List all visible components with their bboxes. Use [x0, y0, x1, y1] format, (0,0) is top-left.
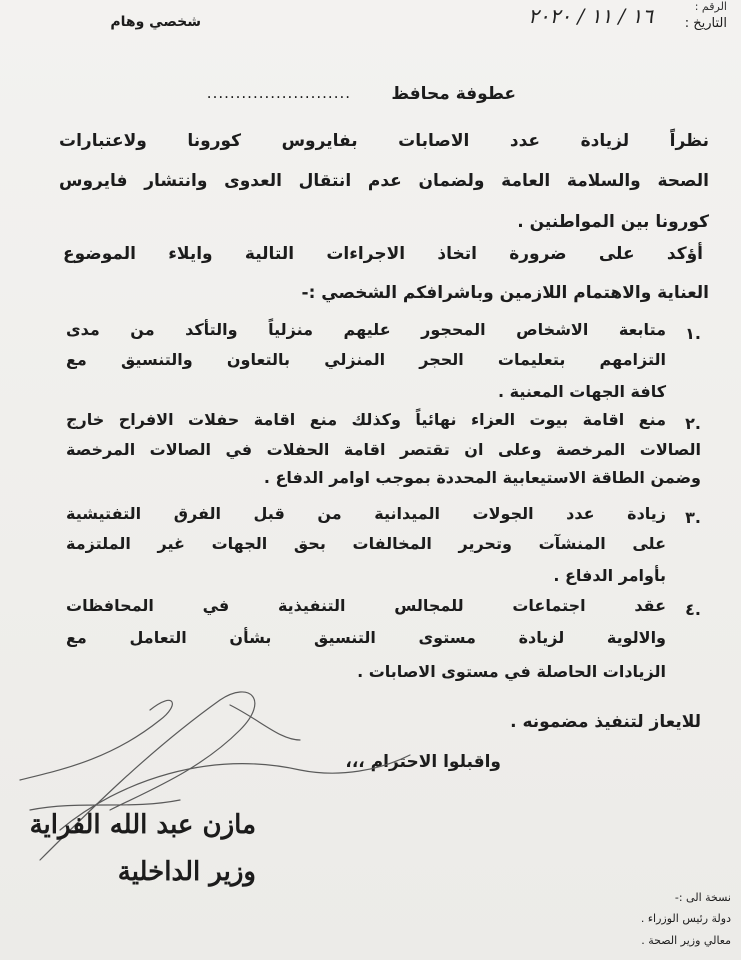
addressee-title: عطوفة محافظ [391, 84, 516, 104]
copy-recipient-1: دولة رئيس الوزراء . [640, 912, 731, 925]
paragraph-2-line-2: العناية والاهتمام اللازمين وباشرافكم الشخصي :- [301, 283, 709, 303]
date-label: التاريخ : [684, 16, 727, 31]
item-2-line-1: منع اقامة بيوت العزاء نهائياً وكذلك منع اقامة حفلات الافراح خارج [66, 410, 666, 429]
paragraph-1-line-2: الصحة والسلامة العامة ولضمان عدم انتقال العدوى وانتشار فايروس [59, 171, 709, 191]
paragraph-1-line-3: كورونا بين المواطنين . [517, 212, 709, 232]
item-4-line-2: والالوية لزيادة مستوى التنسيق بشأن التعامل مع [66, 628, 666, 647]
paragraph-1-line-1: نظراً لزيادة عدد الاصابات بفايروس كورونا ولاعتبارات [59, 131, 709, 151]
closing-regards: واقبلوا الاحترام ،،، [345, 752, 501, 772]
addressee-dots: ......................... [206, 84, 351, 102]
item-3-line-3: بأوامر الدفاع . [553, 566, 666, 585]
item-2-number: ٢. [685, 414, 701, 433]
paragraph-2-line-1: أؤكد على ضرورة اتخاذ الاجراءات التالية وايلاء الموضوع [63, 244, 703, 264]
item-4-number: ٤. [685, 600, 701, 619]
item-4-line-3: الزيادات الحاصلة في مستوى الاصابات . [357, 662, 666, 681]
item-1-line-3: كافة الجهات المعنية . [498, 382, 666, 401]
item-3-line-2: على المنشآت وتحرير المخالفات بحق الجهات غير الملتزمة [66, 534, 666, 553]
item-2-line-2: الصالات المرخصة وعلى ان تقتصر اقامة الحفلات في الصالات المرخصة [66, 440, 701, 459]
item-4-line-1: عقد اجتماعات للمجالس التنفيذية في المحافظات [66, 596, 666, 615]
date-handwritten: ١٦ / ١١ / ٢٠٢٠ [528, 4, 653, 28]
item-1-line-1: متابعة الاشخاص المحجور عليهم منزلياً والتأكد من مدى [66, 320, 666, 339]
copies-label: نسخة الى :- [674, 891, 731, 904]
copy-recipient-2: معالي وزير الصحة . [641, 934, 731, 947]
closing-instruction: للايعاز لتنفيذ مضمونه . [510, 712, 701, 732]
signatory-name: مازن عبد الله الفراية [29, 810, 256, 840]
item-2-line-3: وضمن الطاقة الاستيعابية المحددة بموجب اوامر الدفاع . [263, 468, 701, 487]
item-1-number: ١. [685, 324, 701, 343]
item-3-line-1: زيادة عدد الجولات الميدانية من قبل الفرق التفتيشية [66, 504, 666, 523]
reference-label: الرقم : [694, 0, 727, 13]
classification-label: شخصي وهام [110, 14, 201, 30]
item-1-line-2: التزامهم بتعليمات الحجر المنزلي بالتعاون والتنسيق مع [66, 350, 666, 369]
signatory-title: وزير الداخلية [117, 857, 256, 887]
item-3-number: ٣. [685, 508, 701, 527]
